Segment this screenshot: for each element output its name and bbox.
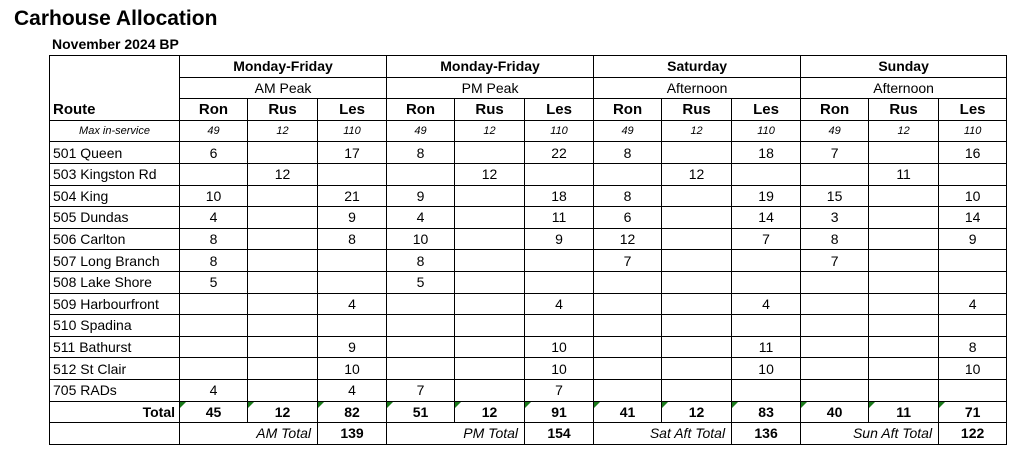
route-name: 509 Harbourfront	[50, 293, 180, 315]
table-row	[50, 142, 1007, 164]
total-value-text: 12	[274, 403, 291, 420]
group-name: Monday-Friday	[180, 56, 387, 78]
column-header: Rus	[248, 99, 318, 121]
allocation-cell: 18	[732, 142, 801, 164]
allocation-cell: 10	[939, 358, 1007, 380]
total-value	[525, 401, 594, 423]
allocation-cell	[662, 207, 732, 229]
allocation-cell: 4	[387, 207, 455, 229]
allocation-cell	[594, 163, 662, 185]
table-row	[50, 271, 1007, 293]
allocation-cell	[939, 379, 1007, 401]
allocation-cell	[455, 207, 525, 229]
allocation-cell	[455, 358, 525, 380]
column-header: Rus	[455, 99, 525, 121]
allocation-cell	[732, 163, 801, 185]
allocation-cell	[455, 336, 525, 358]
allocation-cell: 10	[318, 358, 387, 380]
allocation-cell: 22	[525, 142, 594, 164]
allocation-cell	[662, 185, 732, 207]
column-header: Les	[525, 99, 594, 121]
total-value	[594, 401, 662, 423]
total-value-text: 40	[826, 403, 843, 420]
allocation-cell: 7	[732, 228, 801, 250]
group-name: Sunday	[801, 56, 1007, 78]
group-period: Afternoon	[801, 77, 1007, 99]
allocation-cell: 9	[387, 185, 455, 207]
table-row	[50, 207, 1007, 229]
allocation-cell	[939, 163, 1007, 185]
allocation-cell: 8	[387, 142, 455, 164]
allocation-cell	[732, 250, 801, 272]
allocation-cell	[662, 379, 732, 401]
page-title: Carhouse Allocation	[14, 7, 218, 30]
allocation-cell	[180, 358, 248, 380]
allocation-cell	[318, 250, 387, 272]
allocation-cell	[248, 336, 318, 358]
allocation-cell	[801, 315, 869, 337]
allocation-cell: 10	[939, 185, 1007, 207]
allocation-cell: 17	[318, 142, 387, 164]
allocation-cell	[525, 163, 594, 185]
route-name: 507 Long Branch	[50, 250, 180, 272]
allocation-cell	[662, 228, 732, 250]
route-name: 510 Spadina	[50, 315, 180, 337]
allocation-cell	[455, 293, 525, 315]
total-value-text: 91	[551, 403, 567, 420]
column-header: Ron	[594, 99, 662, 121]
allocation-cell	[318, 315, 387, 337]
allocation-cell	[801, 379, 869, 401]
allocation-cell: 3	[801, 207, 869, 229]
allocation-cell	[869, 207, 939, 229]
group-name: Monday-Friday	[387, 56, 594, 78]
allocation-cell: 4	[180, 207, 248, 229]
allocation-cell: 7	[594, 250, 662, 272]
group-total-value: 122	[939, 423, 1007, 445]
allocation-cell	[455, 228, 525, 250]
allocation-cell: 8	[801, 228, 869, 250]
allocation-cell	[869, 336, 939, 358]
allocation-cell: 10	[525, 358, 594, 380]
route-header: Route	[50, 56, 180, 121]
allocation-cell	[939, 315, 1007, 337]
max-in-service-value: 12	[869, 120, 939, 142]
total-value	[387, 401, 455, 423]
allocation-cell: 19	[732, 185, 801, 207]
table-row	[50, 315, 1007, 337]
max-in-service-value: 12	[662, 120, 732, 142]
total-value-text: 12	[481, 403, 498, 420]
table-row	[50, 250, 1007, 272]
group-total-label: Sun Aft Total	[801, 423, 939, 445]
allocation-cell	[180, 163, 248, 185]
group-total-spacer	[50, 423, 180, 445]
allocation-cell	[387, 163, 455, 185]
route-name: 505 Dundas	[50, 207, 180, 229]
allocation-cell: 8	[318, 228, 387, 250]
allocation-cell	[180, 293, 248, 315]
max-in-service-value: 49	[387, 120, 455, 142]
allocation-cell	[869, 185, 939, 207]
allocation-cell	[801, 293, 869, 315]
allocation-cell: 10	[180, 185, 248, 207]
allocation-cell	[248, 207, 318, 229]
total-value-text: 41	[619, 403, 636, 420]
group-name: Saturday	[594, 56, 801, 78]
allocation-cell: 18	[525, 185, 594, 207]
total-marker-icon	[455, 402, 461, 408]
allocation-cell	[869, 228, 939, 250]
allocation-cell	[248, 228, 318, 250]
allocation-cell: 10	[525, 336, 594, 358]
allocation-cell: 7	[801, 250, 869, 272]
allocation-cell: 16	[939, 142, 1007, 164]
allocation-cell	[180, 315, 248, 337]
allocation-cell	[318, 271, 387, 293]
allocation-cell	[248, 185, 318, 207]
allocation-cell: 8	[180, 228, 248, 250]
allocation-cell: 11	[732, 336, 801, 358]
allocation-cell: 5	[387, 271, 455, 293]
allocation-cell	[594, 293, 662, 315]
total-value	[455, 401, 525, 423]
column-header: Ron	[387, 99, 455, 121]
allocation-cell	[387, 336, 455, 358]
allocation-cell: 6	[594, 207, 662, 229]
allocation-cell	[801, 358, 869, 380]
total-marker-icon	[387, 402, 393, 408]
total-value	[939, 401, 1007, 423]
allocation-cell: 8	[939, 336, 1007, 358]
allocation-cell	[869, 142, 939, 164]
total-value	[801, 401, 869, 423]
max-in-service-value: 110	[318, 120, 387, 142]
allocation-cell	[594, 358, 662, 380]
max-in-service-value: 110	[939, 120, 1007, 142]
allocation-cell: 6	[180, 142, 248, 164]
total-value-text: 12	[688, 403, 705, 420]
allocation-cell	[801, 271, 869, 293]
allocation-cell	[732, 379, 801, 401]
table-row	[50, 185, 1007, 207]
max-in-service-value: 110	[732, 120, 801, 142]
table-row	[50, 163, 1007, 185]
column-header: Les	[318, 99, 387, 121]
allocation-cell	[455, 379, 525, 401]
group-period: PM Peak	[387, 77, 594, 99]
allocation-cell	[525, 271, 594, 293]
max-in-service-value: 12	[455, 120, 525, 142]
route-name: 504 King	[50, 185, 180, 207]
allocation-cell	[869, 250, 939, 272]
allocation-cell	[248, 142, 318, 164]
group-total-label: AM Total	[180, 423, 318, 445]
allocation-cell	[248, 379, 318, 401]
allocation-cell: 11	[869, 163, 939, 185]
allocation-cell	[732, 315, 801, 337]
allocation-cell	[455, 185, 525, 207]
route-name: 512 St Clair	[50, 358, 180, 380]
total-label: Total	[50, 401, 180, 423]
allocation-cell	[662, 142, 732, 164]
allocation-cell	[869, 293, 939, 315]
max-in-service-value: 110	[525, 120, 594, 142]
total-value	[732, 401, 801, 423]
total-marker-icon	[662, 402, 668, 408]
allocation-cell	[525, 250, 594, 272]
allocation-cell: 4	[732, 293, 801, 315]
max-in-service-label: Max in-service	[50, 120, 180, 142]
allocation-cell	[248, 250, 318, 272]
allocation-cell	[248, 271, 318, 293]
allocation-cell	[939, 271, 1007, 293]
table-row	[50, 379, 1007, 401]
total-marker-icon	[939, 402, 945, 408]
allocation-cell: 9	[318, 336, 387, 358]
allocation-cell	[594, 271, 662, 293]
group-total-label: Sat Aft Total	[594, 423, 732, 445]
allocation-cell	[801, 163, 869, 185]
allocation-cell: 5	[180, 271, 248, 293]
max-in-service-value: 49	[801, 120, 869, 142]
allocation-cell	[939, 250, 1007, 272]
total-value	[662, 401, 732, 423]
allocation-cell: 14	[732, 207, 801, 229]
allocation-cell: 7	[387, 379, 455, 401]
allocation-cell	[594, 379, 662, 401]
allocation-cell: 12	[248, 163, 318, 185]
group-total-value: 136	[732, 423, 801, 445]
total-value-text: 82	[344, 403, 360, 420]
allocation-cell: 9	[318, 207, 387, 229]
column-header: Les	[732, 99, 801, 121]
total-marker-icon	[525, 402, 531, 408]
route-name: 705 RADs	[50, 379, 180, 401]
table-row	[50, 336, 1007, 358]
page-subtitle: November 2024 BP	[52, 36, 179, 52]
allocation-cell: 9	[525, 228, 594, 250]
total-marker-icon	[318, 402, 324, 408]
allocation-cell	[594, 315, 662, 337]
group-total-value: 139	[318, 423, 387, 445]
allocation-cell: 8	[594, 185, 662, 207]
allocation-cell: 4	[318, 293, 387, 315]
allocation-cell: 4	[939, 293, 1007, 315]
allocation-cell	[801, 336, 869, 358]
allocation-cell	[455, 315, 525, 337]
allocation-cell	[662, 358, 732, 380]
allocation-cell: 12	[662, 163, 732, 185]
allocation-cell: 10	[732, 358, 801, 380]
allocation-cell	[869, 271, 939, 293]
total-marker-icon	[869, 402, 875, 408]
allocation-cell	[662, 250, 732, 272]
allocation-cell	[525, 315, 594, 337]
max-in-service-value: 49	[180, 120, 248, 142]
table-row	[50, 228, 1007, 250]
group-period: Afternoon	[594, 77, 801, 99]
table-row	[50, 358, 1007, 380]
allocation-cell	[594, 336, 662, 358]
allocation-cell	[248, 293, 318, 315]
total-marker-icon	[594, 402, 600, 408]
table-row	[50, 293, 1007, 315]
allocation-cell: 12	[455, 163, 525, 185]
total-value-text: 51	[412, 403, 429, 420]
route-name: 506 Carlton	[50, 228, 180, 250]
total-value	[869, 401, 939, 423]
max-in-service-value: 49	[594, 120, 662, 142]
allocation-cell: 7	[801, 142, 869, 164]
total-value	[248, 401, 318, 423]
allocation-cell: 8	[594, 142, 662, 164]
column-header: Rus	[869, 99, 939, 121]
allocation-cell: 15	[801, 185, 869, 207]
allocation-cell: 7	[525, 379, 594, 401]
total-marker-icon	[248, 402, 254, 408]
route-name: 501 Queen	[50, 142, 180, 164]
total-marker-icon	[732, 402, 738, 408]
allocation-cell	[248, 315, 318, 337]
allocation-cell	[318, 163, 387, 185]
group-total-label: PM Total	[387, 423, 525, 445]
allocation-cell	[662, 271, 732, 293]
allocation-cell	[455, 250, 525, 272]
allocation-cell	[662, 293, 732, 315]
allocation-cell	[455, 142, 525, 164]
allocation-cell: 14	[939, 207, 1007, 229]
column-header: Ron	[180, 99, 248, 121]
allocation-cell	[387, 315, 455, 337]
allocation-cell: 4	[525, 293, 594, 315]
allocation-cell: 4	[318, 379, 387, 401]
allocation-cell	[662, 315, 732, 337]
total-value-text: 11	[896, 403, 911, 420]
group-total-value: 154	[525, 423, 594, 445]
total-marker-icon	[801, 402, 807, 408]
allocation-cell: 21	[318, 185, 387, 207]
allocation-cell	[387, 358, 455, 380]
allocation-cell: 10	[387, 228, 455, 250]
max-in-service-value: 12	[248, 120, 318, 142]
allocation-cell	[869, 358, 939, 380]
allocation-table	[49, 55, 1007, 445]
allocation-cell	[662, 336, 732, 358]
total-value-text: 45	[205, 403, 222, 420]
total-value-text: 83	[758, 403, 774, 420]
total-value-text: 71	[964, 403, 981, 420]
total-value	[318, 401, 387, 423]
allocation-cell	[387, 293, 455, 315]
column-header: Les	[939, 99, 1007, 121]
column-header: Rus	[662, 99, 732, 121]
group-period: AM Peak	[180, 77, 387, 99]
allocation-cell	[732, 271, 801, 293]
allocation-cell	[869, 379, 939, 401]
allocation-cell: 8	[180, 250, 248, 272]
allocation-cell: 9	[939, 228, 1007, 250]
allocation-cell: 12	[594, 228, 662, 250]
allocation-cell	[248, 358, 318, 380]
column-header: Ron	[801, 99, 869, 121]
allocation-cell	[455, 271, 525, 293]
allocation-cell: 8	[387, 250, 455, 272]
allocation-cell	[180, 336, 248, 358]
route-name: 508 Lake Shore	[50, 271, 180, 293]
total-value	[180, 401, 248, 423]
allocation-cell	[869, 315, 939, 337]
total-marker-icon	[180, 402, 186, 408]
route-name: 511 Bathurst	[50, 336, 180, 358]
route-name: 503 Kingston Rd	[50, 163, 180, 185]
allocation-cell: 11	[525, 207, 594, 229]
allocation-cell: 4	[180, 379, 248, 401]
